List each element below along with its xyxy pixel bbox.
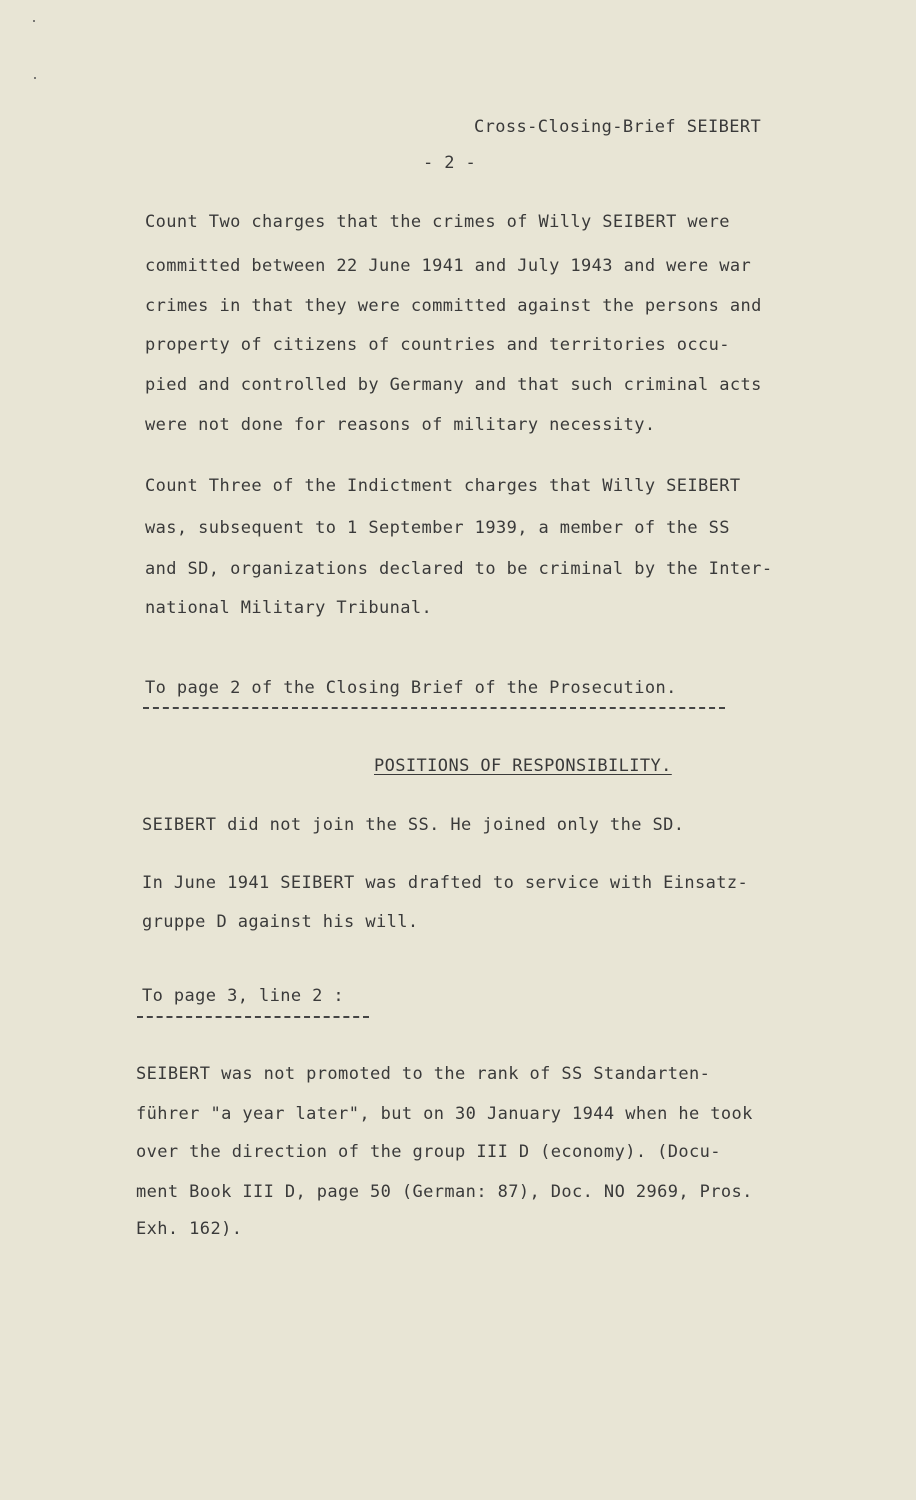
paragraph-line: SEIBERT was not promoted to the rank of SS Standarten- [136,1064,711,1084]
paragraph-line: SEIBERT did not join the SS. He joined only the SD. [142,815,685,835]
paragraph-line: führer "a year later", but on 30 January 1944 when he took [136,1104,753,1124]
paragraph-line: gruppe D against his will. [142,912,419,932]
paragraph-line: crimes in that they were committed against the persons and [145,296,762,316]
page-number: - 2 - [423,153,477,173]
paragraph-line: In June 1941 SEIBERT was drafted to service with Einsatz- [142,873,749,893]
paragraph-line: Count Two charges that the crimes of Willy SEIBERT were [145,212,730,232]
heading-rule [143,707,725,709]
paragraph-line: Exh. 162). [136,1219,243,1239]
paper-speck [33,20,35,22]
paper-speck [34,77,36,79]
paragraph-line: property of citizens of countries and territories occu- [145,335,730,355]
paragraph-line: national Military Tribunal. [145,598,433,618]
document-header: Cross-Closing-Brief SEIBERT [474,117,762,137]
section-heading: To page 3, line 2 : [142,986,345,1006]
paragraph-line: pied and controlled by Germany and that such criminal acts [145,375,762,395]
section-title: POSITIONS OF RESPONSIBILITY. [374,756,672,776]
paragraph-line: and SD, organizations declared to be criminal by the Inter- [145,559,773,579]
heading-rule [137,1016,369,1018]
paragraph-line: was, subsequent to 1 September 1939, a member of the SS [145,518,730,538]
paragraph-line: Count Three of the Indictment charges that Willy SEIBERT [145,476,741,496]
paragraph-line: committed between 22 June 1941 and July 1943 and were war [145,256,752,276]
paragraph-line: over the direction of the group III D (economy). (Docu- [136,1142,721,1162]
paragraph-line: ment Book III D, page 50 (German: 87), Doc. NO 2969, Pros. [136,1182,753,1202]
section-heading: To page 2 of the Closing Brief of the Prosecution. [145,678,677,698]
paragraph-line: were not done for reasons of military necessity. [145,415,656,435]
